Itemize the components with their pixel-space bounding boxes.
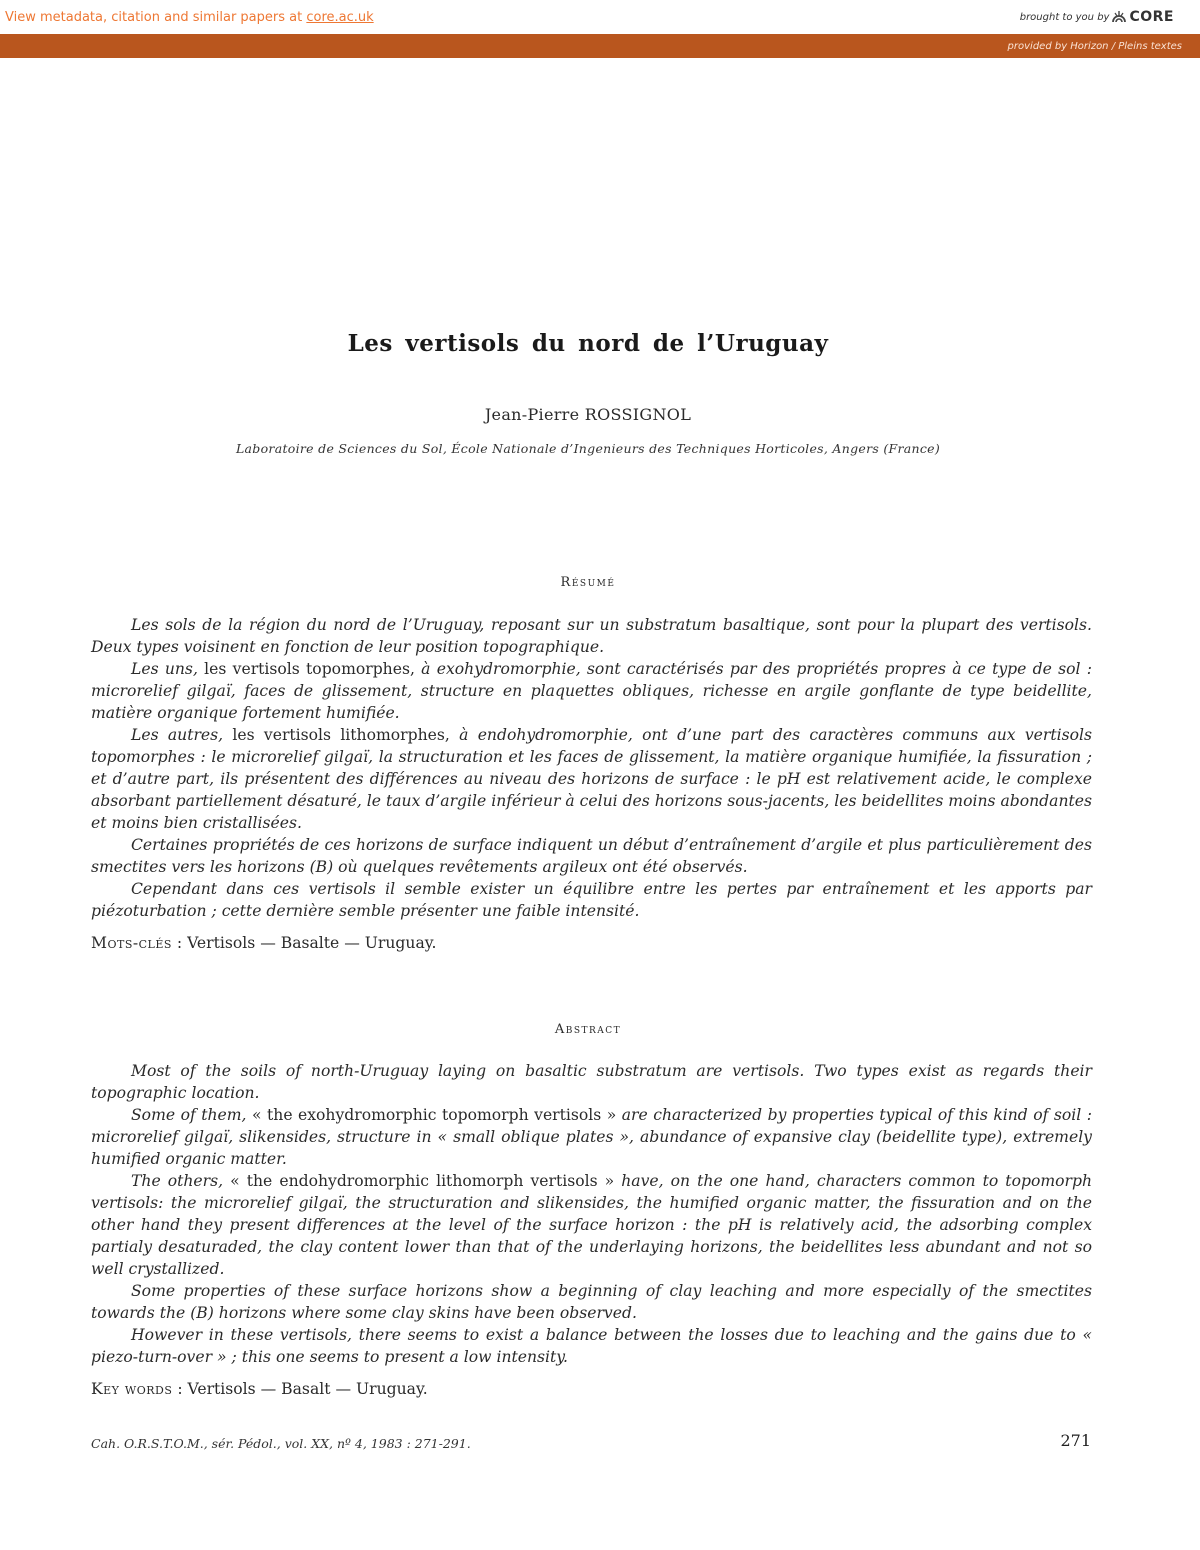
core-header — [0, 0, 1200, 34]
resume-keywords-label: Mots-clés — [91, 934, 172, 952]
resume-paragraph: Les uns, les vertisols topomorphes, à exohydromorphie, sont caractérisés par des propriétés propres à ce type de sol : microrelief gilgaï, faces de glissement, structure en plaquettes obliques, richesse en argile gonflante de type beidellite, matière organique fortement humifiée. — [91, 660, 1093, 722]
resume-body — [91, 614, 1092, 922]
abstract-paragraph: However in these vertisols, there seems to exist a balance between the losses due to leaching and the gains due to « piezo-turn-over » ; this one seems to present a low intensity. — [91, 1326, 1092, 1366]
author-name — [0, 405, 1176, 424]
author-last-name: ROSSIGNOL — [584, 405, 692, 424]
resume-paragraph: Certaines propriétés de ces horizons de surface indiquent un début d’entraînement d’argile et plus particulièrement des smectites vers les horizons (B) où quelques revêtements argileux ont été observés. — [91, 836, 1092, 876]
resume-keywords-list: : Vertisols — Basalte — Uruguay. — [171, 934, 437, 952]
resume-heading: Résumé — [560, 575, 616, 590]
abstract-keywords-list: : Vertisols — Basalt — Uruguay. — [172, 1380, 428, 1398]
abstract-paragraph: Most of the soils of north-Uruguay laying on basaltic substratum are vertisols. Two types exist as regards their topographic location. — [91, 1062, 1092, 1102]
article-title: Les vertisols du nord de l’Uruguay — [347, 330, 829, 357]
abstract-keywords-label: Key words — [91, 1380, 173, 1398]
core-provider-bar — [0, 34, 1200, 58]
abstract-keywords — [91, 1380, 428, 1398]
page-number: 271 — [1060, 1431, 1091, 1450]
author-affiliation: Laboratoire de Sciences du Sol, École Nationale d’Ingenieurs des Techniques Horticoles, Angers (France) — [235, 441, 941, 456]
core-metadata-link[interactable] — [5, 10, 374, 25]
abstract-paragraph: Some properties of these surface horizons show a beginning of clay leaching and more especially of the smectites towards the (B) horizons where some clay skins have been observed. — [91, 1282, 1092, 1322]
resume-paragraph: Cependant dans ces vertisols il semble exister un équilibre entre les pertes par entraînement et les apports par piézoturbation ; cette dernière semble présenter une faible intensité. — [91, 880, 1092, 920]
abstract-paragraph: The others, « the endohydromorphic lithomorph vertisols » have, on the one hand, characters common to topomorph vertisols: the microrelief gilgaï, the structuration and slikensides, the humified organic matter, the fissuration and on the other hand they present differences at the level of the surface horizon : the pH is relatively acid, the adsorbing complex partialy desaturaded, the clay content lower than that of the underlaying horizons, the beidellites less abundant and not so well crystallized. — [91, 1172, 1092, 1278]
core-metadata-link-prefix: View metadata, citation and similar papers at — [5, 10, 303, 25]
abstract-paragraph: Some of them, « the exohydromorphic topomorph vertisols » are characterized by properties typical of this kind of soil : microrelief gilgaï, slikensides, structure in « small oblique plates », abundance of expansive clay (beidellite type), extremely humified organic matter. — [91, 1106, 1093, 1168]
abstract-heading: Abstract — [554, 1022, 622, 1037]
author-first-name: Jean-Pierre — [484, 405, 580, 424]
resume-paragraph: Les sols de la région du nord de l’Uruguay, reposant sur un substratum basaltique, sont pour la plupart des vertisols. Deux types voisinent en fonction de leur position topographique. — [91, 616, 1092, 656]
core-provided-by[interactable]: provided by Horizon / Pleins textes — [1007, 41, 1182, 52]
core-logo-text: CORE — [1129, 9, 1174, 25]
core-brought-by[interactable] — [1020, 9, 1174, 25]
resume-keywords — [91, 934, 436, 952]
core-logo-icon — [1111, 9, 1127, 25]
core-metadata-link-domain: core.ac.uk — [306, 10, 374, 25]
abstract-body — [91, 1060, 1092, 1368]
resume-paragraph: Les autres, les vertisols lithomorphes, à endohydromorphie, ont d’une part des caractères communs aux vertisols topomorphes : le microrelief gilgaï, la structuration et les faces de glissement, la matière organique humifiée, la fissuration ; et d’autre part, ils présentent des différences au niveau des horizons de surface : le pH est relativement acide, le complexe absorbant partiellement désaturé, le taux d’argile inférieur à celui des horizons sous-jacents, les beidellites moins abondantes et moins bien cristallisées. — [91, 726, 1092, 832]
journal-citation: Cah. O.R.S.T.O.M., sér. Pédol., vol. XX, nº 4, 1983 : 271-291. — [91, 1436, 471, 1451]
core-brought-by-text: brought to you by — [1019, 11, 1110, 23]
